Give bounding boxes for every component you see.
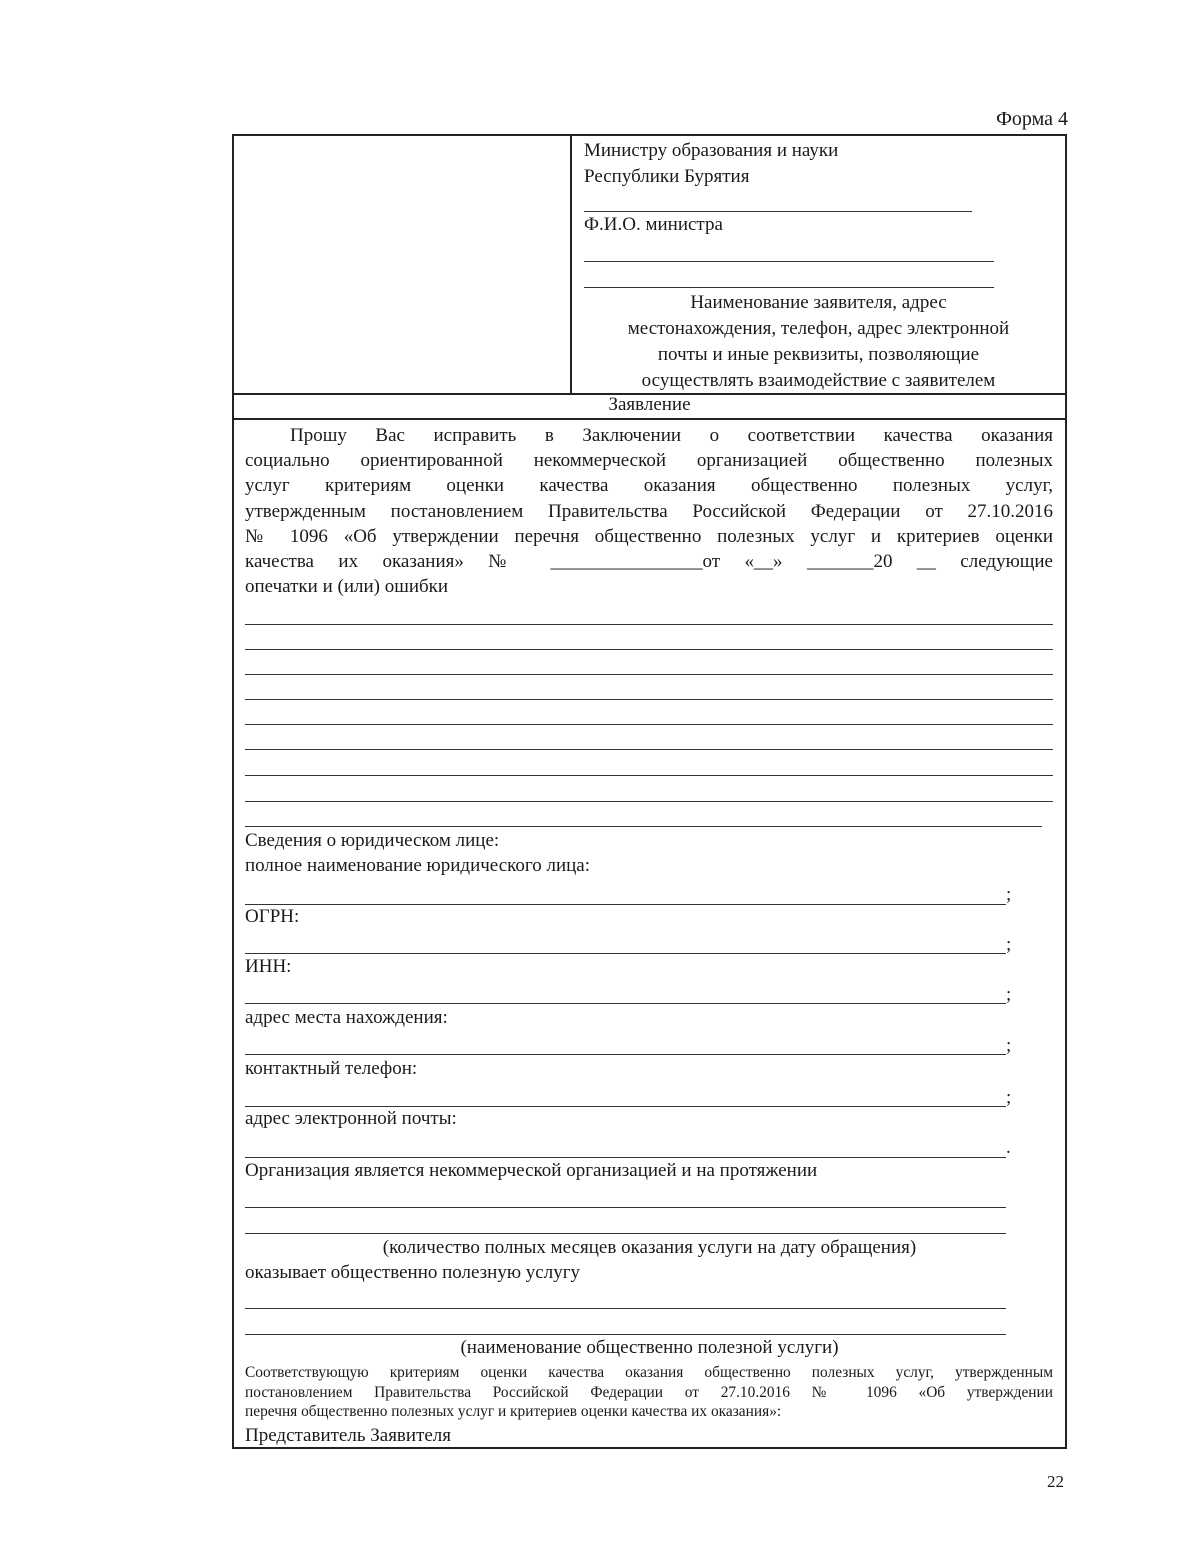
request-line-7: опечатки и (или) ошибки — [245, 576, 449, 598]
applicant-caption — [570, 290, 1067, 394]
request-paragraph — [245, 423, 1053, 599]
inn-semicolon: ; — [1006, 984, 1012, 1005]
recipient-line-2: Республики Бурятия — [584, 166, 750, 187]
request-line-4: утвержденным постановлением Правительства Российской Федерации от 27.10.2016 — [245, 500, 1053, 522]
email-field[interactable] — [245, 1157, 1006, 1158]
ogrn-label: ОГРН: — [245, 906, 300, 927]
phone-field[interactable] — [245, 1106, 1006, 1107]
months-field-1[interactable] — [245, 1207, 1006, 1208]
errata-line-3[interactable] — [245, 674, 1053, 675]
document-title: Заявление — [608, 394, 691, 415]
email-period: . — [1006, 1137, 1011, 1158]
service-field-2[interactable] — [245, 1334, 1006, 1335]
full-name-semicolon: ; — [1006, 884, 1012, 905]
errata-line-6[interactable] — [245, 749, 1053, 750]
applicant-caption-line-2: местонахождения, телефон, адрес электронной — [627, 318, 1010, 339]
minister-title-blank[interactable] — [584, 211, 972, 212]
address-label: адрес места нахождения: — [245, 1007, 448, 1028]
recipient-block — [584, 138, 838, 190]
full-name-field[interactable] — [245, 904, 1006, 905]
errata-line-7[interactable] — [245, 775, 1053, 776]
phone-label: контактный телефон: — [245, 1058, 418, 1079]
errata-line-4[interactable] — [245, 699, 1053, 700]
months-caption: (количество полных месяцев оказания услуги на дату обращения) — [382, 1237, 917, 1258]
compliance-line-2: постановлением Правительства Российской Федерации от 27.10.2016 № 1096 «Об утверждении — [245, 1383, 1053, 1401]
compliance-text — [245, 1363, 1053, 1422]
request-line-5: № 1096 «Об утверждении перечня общественно полезных услуг и критериев оценки — [245, 525, 1053, 547]
ogrn-field[interactable] — [245, 953, 1006, 954]
provides-service-label: оказывает общественно полезную услугу — [245, 1262, 580, 1283]
legal-entity-section-title: Сведения о юридическом лице: — [245, 830, 500, 851]
errata-line-5[interactable] — [245, 724, 1053, 725]
inn-field[interactable] — [245, 1003, 1006, 1004]
applicant-blank-1[interactable] — [584, 261, 994, 262]
phone-semicolon: ; — [1006, 1087, 1012, 1108]
organization-statement: Организация является некоммерческой организацией и на протяжении — [245, 1160, 818, 1181]
minister-name-label: Ф.И.О. министра — [584, 214, 723, 235]
page-number: 22 — [1047, 1472, 1064, 1491]
months-field-2[interactable] — [245, 1233, 1006, 1234]
service-field-1[interactable] — [245, 1308, 1006, 1309]
service-caption: (наименование общественно полезной услуги) — [460, 1337, 839, 1358]
title-bottom-border — [234, 418, 1065, 420]
email-label: адрес электронной почты: — [245, 1108, 457, 1129]
applicant-caption-line-1: Наименование заявителя, адрес — [690, 292, 947, 313]
request-line-3: услуг критериям оценки качества оказания общественно полезных услуг, — [245, 475, 1053, 497]
address-semicolon: ; — [1006, 1035, 1012, 1056]
request-line-2: социально ориентированной некоммерческой организацией общественно полезных — [245, 450, 1053, 472]
applicant-blank-2[interactable] — [584, 287, 994, 288]
errata-line-8[interactable] — [245, 801, 1053, 802]
request-line-6: качества их оказания» № ________________от «__» _______20 __ следующие — [245, 551, 1053, 573]
form-number-label: Форма 4 — [996, 108, 1068, 130]
ogrn-semicolon: ; — [1006, 934, 1012, 955]
compliance-line-1: Соответствующую критериям оценки качества оказания общественно полезных услуг, утвержденным — [245, 1364, 1053, 1381]
compliance-line-3: перечня общественно полезных услуг и критериев оценки качества их оказания»: — [245, 1403, 782, 1420]
full-name-label: полное наименование юридического лица: — [245, 855, 591, 876]
representative-label: Представитель Заявителя — [245, 1425, 452, 1446]
errata-line-1[interactable] — [245, 624, 1053, 625]
errata-line-2[interactable] — [245, 649, 1053, 650]
errata-line-9[interactable] — [245, 826, 1042, 827]
applicant-caption-line-3: почты и иные реквизиты, позволяющие — [657, 344, 980, 365]
recipient-line-1: Министру образования и науки — [584, 140, 839, 161]
applicant-caption-line-4: осуществлять взаимодействие с заявителем — [641, 370, 996, 391]
request-line-1: Прошу Вас исправить в Заключении о соответствии качества оказания — [290, 425, 1053, 446]
address-field[interactable] — [245, 1054, 1006, 1055]
inn-label: ИНН: — [245, 956, 292, 977]
